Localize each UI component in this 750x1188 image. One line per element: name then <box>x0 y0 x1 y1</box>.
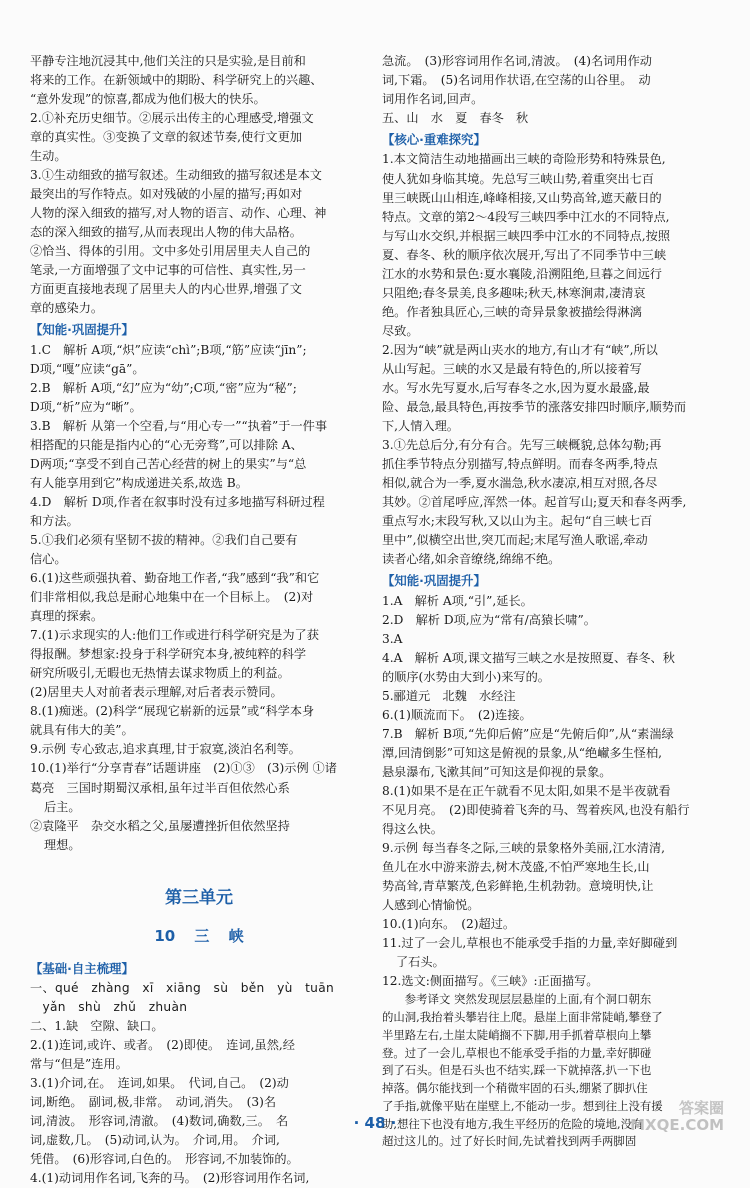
text-line: 8.(1)如果不是在正午就看不见太阳,如果不是半夜就看 <box>382 783 671 798</box>
text-line: 了石头。 <box>396 955 445 970</box>
text-line: 后主。 <box>44 799 81 814</box>
translation-line: 的山洞,我抬着头攀岩往上爬。悬崖上面非常陡峭,攀登了 <box>382 1009 663 1024</box>
text-line: 特点。文章的第2～4段写三峡四季中江水的不同特点, <box>382 209 670 224</box>
text-line: 里三峡既山山相连,峰峰相接,又山势高耸,遮天蔽日的 <box>382 190 662 205</box>
text-line: 9.示例 每当春冬之际,三峡的景象格外美丽,江水清清, <box>382 840 666 855</box>
text-line: 理想。 <box>44 837 81 852</box>
text-line: 真理的探索。 <box>30 609 104 624</box>
text-line: ②袁隆平 杂交水稻之父,虽屡遭挫折但依然坚持 <box>30 818 290 833</box>
text-line: D两项;“享受不到自己苦心经营的树上的果实”与“总 <box>30 456 307 471</box>
text-line: 6.(1)顺流而下。 (2)连接。 <box>382 707 532 722</box>
text-line: 9.示例 专心致志,追求真理,甘于寂寞,淡泊名利等。 <box>30 742 301 757</box>
text-line: 3.B 解析 从第一个空看,与“用心专一”“执着”于一件事 <box>30 418 328 433</box>
text-line: 尽致。 <box>382 323 419 338</box>
text-line: 章的真实性。③变换了文章的叙述节奏,使行文更加 <box>30 130 302 145</box>
text-line: 使人犹如身临其境。先总写三峡山势,着重突出七百 <box>382 171 654 186</box>
translation-line: 登。过了一会儿,草根也不能承受手指的力量,幸好脚碰 <box>382 1045 652 1060</box>
text-line: 态的深入细致的描写,从而表现出人物的伟大品格。 <box>30 225 302 240</box>
pinyin-line: 一、qué zhàng xī xiāng sù běn yù tuān <box>30 980 334 995</box>
text-line: 险、最急,最具特色,再按季节的涨落安排四时顺序,顺势而 <box>382 399 687 414</box>
text-line: 人物的深入细致的描写,对人物的语言、动作、心理、神 <box>30 206 327 221</box>
left-column <box>30 52 368 1188</box>
text-line: 研究所吸引,无暇也无热情去谋求物质上的利益。 <box>30 666 290 681</box>
text-line: 方面更直接地表现了居里夫人的内心世界,增强了文 <box>30 282 302 297</box>
text-line: 有人能享用到它”构成递进关系,故选 B。 <box>30 476 248 490</box>
section-header: 【知能·巩固提升】 <box>30 322 134 338</box>
text-line: 其妙。②首尾呼应,浑然一体。起首写山;夏天和春冬两季, <box>382 495 687 510</box>
translation-line: 超过这儿的。过了好长时间,先试着找到两手两脚固 <box>382 1134 637 1149</box>
text-line: 5.①我们必须有坚韧不拔的精神。②我们自己要有 <box>30 533 298 548</box>
translation-line: 到了石头。但是石头也不结实,踩一下就掉落,扒一下也 <box>382 1063 652 1078</box>
section-header: 【核心·重难探究】 <box>382 132 486 148</box>
text-line: 凭借。 (6)形容词,白色的。 形容词,不加装饰的。 <box>30 1152 299 1167</box>
text-line: 重点写水;末段写秋,又以山为主。起句“自三峡七百 <box>382 514 653 529</box>
text-line: 4.(1)动词用作名词,飞奔的马。 (2)形容词用作名词, <box>30 1171 310 1186</box>
text-line: 2.①补充历史细节。②展示出传主的心理感受,增强文 <box>30 111 314 126</box>
text-line: 相搭配的只能是指内心的“心无旁骛”,可以排除 A、 <box>30 437 303 452</box>
text-line: 只阻绝;春冬景美,良多趣味;秋天,林寒涧肃,凄清哀 <box>382 285 646 300</box>
text-line: 笔录,一方面增强了文中记事的可信性、真实性,另一 <box>30 263 306 278</box>
text-line: 词用作名词,回声。 <box>382 92 484 107</box>
text-line: D项,“嘎”应读“gā”。 <box>30 361 145 376</box>
text-line: 2.B 解析 A项,“幻”应为“幼”;C项,“密”应为“秘”; <box>30 380 297 395</box>
text-line: 和方法。 <box>30 514 79 529</box>
text-line: 生动。 <box>30 149 67 164</box>
text-line: 急流。 (3)形容词用作名词,清波。 (4)名词用作动 <box>382 54 652 68</box>
text-line: 1.本文简洁生动地描画出三峡的奇险形势和特殊景色, <box>382 152 666 167</box>
text-line: 得报酬。梦想家:投身于科学研究本身,被纯粹的科学 <box>30 647 307 662</box>
text-line: 将来的工作。在新领域中的期盼、科学研究上的兴趣、 <box>30 73 323 88</box>
translation-line: 半里路左右,土崖太陡峭搁不下脚,用手抓着草根向上攀 <box>382 1027 652 1042</box>
text-line: 相似,就合为一季,夏水湍急,秋水凄凉,相互对照,各尽 <box>382 476 658 490</box>
text-line: 悬泉瀑布,飞漱其间”可知这是仰视的景象。 <box>382 764 612 779</box>
text-line: 夏、春冬、秋的顺序依次展开,写出了不同季节中三峡 <box>382 247 667 262</box>
text-line: 的顺序(水势由大到小)来写的。 <box>382 669 550 684</box>
text-line: 抓住季节特点分别描写,特点鲜明。而春冬两季,特点 <box>382 456 658 471</box>
translation-line: 了手指,就像平贴在崖壁上,不能动一步。想到往上没有援 <box>382 1098 663 1113</box>
text-line: 人感到心情愉悦。 <box>382 898 480 912</box>
pinyin-line: yǎn shù zhǔ zhuàn <box>30 999 188 1014</box>
page-number: · 48 · <box>353 1114 397 1132</box>
translation-line: 参考译文 突然发现层层悬崖的上面,有个洞口朝东 <box>382 992 652 1007</box>
text-line: 信心。 <box>30 552 67 567</box>
text-line: 从山写起。三峡的水又是最有特色的,所以接着写 <box>382 361 642 376</box>
text-line: 12.选文:侧面描写。《三峡》:正面描写。 <box>382 974 599 989</box>
text-line: 鱼儿在水中游来游去,树木茂盛,不怕严寒地生长,山 <box>382 859 650 874</box>
text-line: 最突出的写作特点。如对残破的小屋的描写;再如对 <box>30 187 303 202</box>
text-line: 3.A <box>382 631 403 646</box>
text-line: 11.过了一会儿,草根也不能承受手指的力量,幸好脚碰到 <box>382 936 678 951</box>
text-line: 不见月亮。 (2)即使骑着飞奔的马、驾着疾风,也没有船行 <box>382 802 690 817</box>
text-line: 词,清波。 形容词,清澈。 (4)数词,确数,三。 名 <box>30 1114 289 1129</box>
text-line: ②恰当、得体的引用。文中多处引用居里夫人自己的 <box>30 244 311 259</box>
text-line: 6.(1)这些顽强执着、勤奋地工作者,“我”感到“我”和它 <box>30 571 320 586</box>
text-line: 1.C 解析 A项,“炽”应读“chì”;B项,“筋”应读“jīn”; <box>30 342 307 357</box>
text-line: (2)居里夫人对前者表示理解,对后者表示赞同。 <box>30 685 283 700</box>
text-line: 3.(1)介词,在。 连词,如果。 代词,自己。 (2)动 <box>30 1076 289 1091</box>
text-line: 常与“但是”连用。 <box>30 1057 128 1071</box>
text-line: 平静专注地沉浸其中,他们关注的只是实验,是目前和 <box>30 54 306 68</box>
right-column <box>382 52 722 1151</box>
text-line: 4.D 解析 D项,作者在叙事时没有过多地描写科研过程 <box>30 495 325 510</box>
text-line: 二、1.缺 空隙、缺口。 <box>30 1018 164 1033</box>
text-line: 2.D 解析 D项,应为“常有/高猿长啸”。 <box>382 612 596 627</box>
text-line: 章的感染力。 <box>30 301 104 316</box>
text-line: 们非常相似,我总是耐心地集中在一个目标上。 (2)对 <box>30 590 314 605</box>
text-line: 3.①先总后分,有分有合。先写三峡概貌,总体勾勒;再 <box>382 437 662 452</box>
text-line: 3.①生动细致的描写叙述。生动细致的描写叙述是本文 <box>30 168 322 183</box>
text-line: “意外发现”的惊喜,都成为他们极大的快乐。 <box>30 92 266 107</box>
text-line: 五、山 水 夏 春冬 秋 <box>382 111 529 126</box>
text-line: 10.(1)向东。 (2)超过。 <box>382 917 516 932</box>
text-line: 就具有伟大的美”。 <box>30 723 134 738</box>
text-line: 下,人情入理。 <box>382 418 459 433</box>
watermark-logo: 答案圈 MXQE.COM <box>630 1099 724 1135</box>
text-line: D项,“析”应为“晰”。 <box>30 399 142 414</box>
text-line: 词,虚数,几。 (5)动词,认为。 介词,用。 介词, <box>30 1133 280 1148</box>
text-line: 4.A 解析 A项,课文描写三峡之水是按照夏、春冬、秋 <box>382 650 675 665</box>
text-line: 词,下霜。 (5)名词用作状语,在空荡的山谷里。 动 <box>382 73 651 88</box>
translation-line: 助,想往下也没有地方,我生平经历的危险的境地,没有 <box>382 1116 644 1131</box>
text-line: 江水的水势和景色:夏水襄陵,沿溯阻绝,旦暮之间远行 <box>382 266 662 281</box>
text-line: 葛亮 三国时期蜀汉承相,虽年过半百但依然心系 <box>30 780 290 795</box>
section-header: 【基础·自主梳理】 <box>30 960 134 976</box>
translation-line: 掉落。偶尔能找到一个稍微牢固的石头,绷紧了脚扒住 <box>382 1081 648 1096</box>
text-line: 绝。作者独具匠心,三峡的奇异景象被描绘得淋漓 <box>382 304 642 319</box>
text-line: 得这么快。 <box>382 821 443 836</box>
text-line: 读者心绪,如余音缭绕,绵绵不绝。 <box>382 552 561 567</box>
text-line: 5.郦道元 北魏 水经注 <box>382 688 516 703</box>
text-line: 潭,回清倒影”可知这是俯视的景象,从“绝𪩘多生怪柏, <box>382 745 663 760</box>
text-line: 里中”,似横空出世,突兀而起;末尾写渔人歌谣,牵动 <box>382 533 648 548</box>
text-line: 7.B 解析 B项,“先仰后俯”应是“先俯后仰”,从“素湍绿 <box>382 726 674 741</box>
text-line: 水。写水先写夏水,后写春冬之水,因为夏水最盛,最 <box>382 380 650 395</box>
text-line: 词,断绝。 副词,极,非常。 动词,消失。 (3)名 <box>30 1095 277 1110</box>
text-line: 2.(1)连词,或许、或者。 (2)即使。 连词,虽然,经 <box>30 1037 295 1052</box>
section-header: 【知能·巩固提升】 <box>382 573 486 589</box>
text-line: 8.(1)痴迷。(2)科学“展现它崭新的远景”或“科学本身 <box>30 704 315 719</box>
text-line: 势高耸,青草繁茂,色彩鲜艳,生机勃勃。意境明快,让 <box>382 878 654 893</box>
text-line: 与写山水交织,并根据三峡四季中江水的不同特点,按照 <box>382 228 671 243</box>
text-line: 10.(1)举行“分享青春”话题讲座 (2)①③ (3)示例 ①诸 <box>30 761 337 776</box>
unit-title: 第三单元 <box>165 887 233 908</box>
lesson-title: 10 三 峡 <box>154 927 244 946</box>
text-line: 7.(1)示求现实的人:他们工作或进行科学研究是为了获 <box>30 628 319 643</box>
text-line: 1.A 解析 A项,“引”,延长。 <box>382 593 533 608</box>
text-line: 2.因为“峡”就是两山夹水的地方,有山才有“峡”,所以 <box>382 342 658 357</box>
